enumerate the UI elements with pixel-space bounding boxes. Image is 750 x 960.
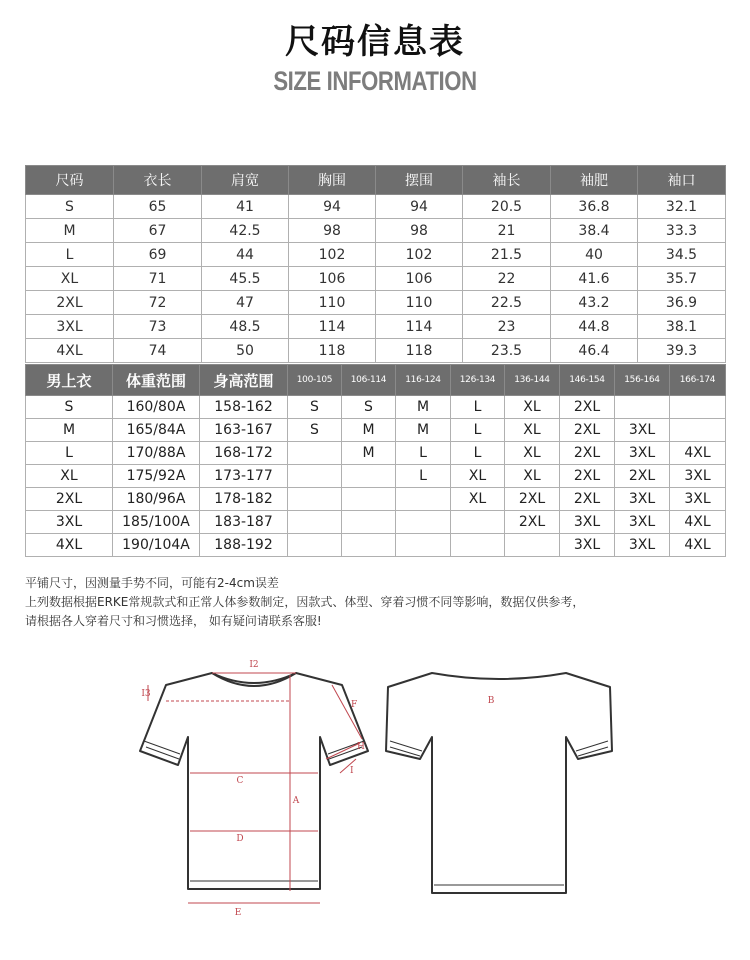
table-row — [26, 534, 726, 557]
table-cell: M — [396, 419, 451, 442]
table-row — [26, 442, 726, 465]
table-cell: 3XL — [615, 534, 670, 557]
table-row — [26, 267, 726, 291]
table-cell: S — [288, 419, 342, 442]
table-cell: 4XL — [670, 442, 726, 465]
table-cell — [342, 465, 396, 488]
table-cell: 3XL — [615, 488, 670, 511]
table-cell: 178-182 — [200, 488, 288, 511]
table-cell: XL — [505, 396, 560, 419]
col-header: 116-124 — [396, 365, 451, 396]
table-row — [26, 488, 726, 511]
table-cell: S — [26, 396, 113, 419]
label-chest: C — [236, 776, 244, 786]
table-cell: 50 — [202, 339, 289, 363]
table-cell: M — [342, 442, 396, 465]
table-row — [26, 243, 726, 267]
table-cell: L — [396, 442, 451, 465]
table-row — [26, 465, 726, 488]
label-sleeve-length: H — [357, 742, 365, 752]
table-cell: 3XL — [615, 511, 670, 534]
table-cell: 43.2 — [551, 291, 638, 315]
note-line: 上列数据根据ERKE常规款式和正常人体参数制定，因款式、体型、穿着习惯不同等影响，数据仅供参考， — [25, 595, 585, 609]
fit-table — [25, 364, 726, 557]
col-header: 126-134 — [451, 365, 505, 396]
table-cell — [288, 442, 342, 465]
col-header: 肩宽 — [202, 166, 289, 195]
table-cell: 3XL — [26, 315, 114, 339]
table-cell: 2XL — [505, 511, 560, 534]
table-cell: 34.5 — [638, 243, 726, 267]
table-cell: 65 — [114, 195, 202, 219]
col-header: 袖口 — [638, 166, 726, 195]
table-cell: 3XL — [670, 488, 726, 511]
table-cell: 39.3 — [638, 339, 726, 363]
table-cell: 22.5 — [463, 291, 551, 315]
table-cell: 3XL — [670, 465, 726, 488]
table-cell: 163-167 — [200, 419, 288, 442]
table-cell: 47 — [202, 291, 289, 315]
table-cell: 3XL — [560, 511, 615, 534]
table-cell: 38.1 — [638, 315, 726, 339]
table-cell — [505, 534, 560, 557]
table-cell: 183-187 — [200, 511, 288, 534]
table-cell: 118 — [376, 339, 463, 363]
table-cell — [342, 534, 396, 557]
col-header: 尺码 — [26, 166, 114, 195]
table-cell: 3XL — [615, 419, 670, 442]
table-cell: 35.7 — [638, 267, 726, 291]
table-cell: L — [26, 442, 113, 465]
table-cell: 2XL — [26, 488, 113, 511]
table-cell: L — [396, 465, 451, 488]
table-row — [26, 315, 726, 339]
table-cell: 3XL — [615, 442, 670, 465]
table-cell: 160/80A — [113, 396, 200, 419]
table-cell: 106 — [376, 267, 463, 291]
table-cell — [288, 465, 342, 488]
col-header: 身高范围 — [200, 365, 288, 396]
table-cell: 102 — [376, 243, 463, 267]
table-cell: 2XL — [560, 396, 615, 419]
col-header: 106-114 — [342, 365, 396, 396]
table-cell: M — [26, 219, 114, 243]
table-row — [26, 396, 726, 419]
table-cell: XL — [26, 267, 114, 291]
table-cell: 94 — [376, 195, 463, 219]
table-cell: 72 — [114, 291, 202, 315]
table-cell: 2XL — [505, 488, 560, 511]
table-cell: 180/96A — [113, 488, 200, 511]
table-row — [26, 511, 726, 534]
table-row — [26, 291, 726, 315]
table-cell: 73 — [114, 315, 202, 339]
table-cell: 2XL — [560, 488, 615, 511]
table-cell: 106 — [289, 267, 376, 291]
table-cell: 44.8 — [551, 315, 638, 339]
table-cell: 23.5 — [463, 339, 551, 363]
table-cell: 3XL — [560, 534, 615, 557]
table-cell — [670, 419, 726, 442]
front-tshirt-illustration — [140, 673, 368, 889]
label-length: A — [292, 796, 300, 806]
table-cell: 71 — [114, 267, 202, 291]
table-cell — [288, 511, 342, 534]
table-cell: 36.9 — [638, 291, 726, 315]
table-row — [26, 219, 726, 243]
col-header: 衣长 — [114, 166, 202, 195]
table-cell: 110 — [289, 291, 376, 315]
label-neck-drop: I3 — [141, 689, 151, 699]
measurement-header-row — [26, 166, 726, 195]
table-cell: 69 — [114, 243, 202, 267]
table-cell: 4XL — [26, 339, 114, 363]
table-cell: M — [26, 419, 113, 442]
table-cell: L — [451, 419, 505, 442]
table-cell: 67 — [114, 219, 202, 243]
col-header: 146-154 — [560, 365, 615, 396]
table-cell — [396, 511, 451, 534]
table-row — [26, 195, 726, 219]
table-cell: 185/100A — [113, 511, 200, 534]
table-cell: 98 — [289, 219, 376, 243]
table-cell: 45.5 — [202, 267, 289, 291]
table-cell: 114 — [289, 315, 376, 339]
table-cell: 2XL — [615, 465, 670, 488]
label-shoulder: B — [487, 696, 495, 706]
table-cell: 21.5 — [463, 243, 551, 267]
table-cell: 4XL — [670, 511, 726, 534]
table-cell: 98 — [376, 219, 463, 243]
size-notes — [25, 574, 725, 631]
table-cell: 42.5 — [202, 219, 289, 243]
table-cell — [451, 511, 505, 534]
table-cell: 2XL — [26, 291, 114, 315]
table-cell: 173-177 — [200, 465, 288, 488]
table-cell: 2XL — [560, 419, 615, 442]
table-cell: 3XL — [26, 511, 113, 534]
table-cell: XL — [505, 419, 560, 442]
col-header: 袖肥 — [551, 166, 638, 195]
table-cell: M — [396, 396, 451, 419]
col-header: 摆围 — [376, 166, 463, 195]
tshirt-measurement-diagram — [0, 655, 750, 955]
table-cell: 48.5 — [202, 315, 289, 339]
measurement-table — [25, 165, 726, 363]
fit-header-row — [26, 365, 726, 396]
table-cell: 102 — [289, 243, 376, 267]
table-cell: 190/104A — [113, 534, 200, 557]
table-cell: 158-162 — [200, 396, 288, 419]
table-cell: 188-192 — [200, 534, 288, 557]
table-cell: 4XL — [26, 534, 113, 557]
label-shoulder-seam: F — [351, 700, 358, 710]
table-cell: L — [451, 442, 505, 465]
table-cell: 94 — [289, 195, 376, 219]
col-header: 166-174 — [670, 365, 726, 396]
table-cell: 41.6 — [551, 267, 638, 291]
table-cell: XL — [451, 465, 505, 488]
col-header: 袖长 — [463, 166, 551, 195]
table-cell — [451, 534, 505, 557]
table-cell: XL — [451, 488, 505, 511]
table-cell: 170/88A — [113, 442, 200, 465]
table-cell: 74 — [114, 339, 202, 363]
table-cell — [288, 534, 342, 557]
table-cell — [342, 488, 396, 511]
label-neck-width: I2 — [249, 660, 259, 670]
table-cell: 33.3 — [638, 219, 726, 243]
col-header: 男上衣 — [26, 365, 113, 396]
table-cell: 168-172 — [200, 442, 288, 465]
table-cell: 165/84A — [113, 419, 200, 442]
table-cell — [396, 488, 451, 511]
table-cell: 118 — [289, 339, 376, 363]
back-tshirt-illustration — [386, 673, 612, 893]
table-cell: 4XL — [670, 534, 726, 557]
table-cell — [670, 396, 726, 419]
table-cell: 23 — [463, 315, 551, 339]
table-cell: 21 — [463, 219, 551, 243]
col-header: 136-144 — [505, 365, 560, 396]
table-cell: 175/92A — [113, 465, 200, 488]
col-header: 胸围 — [289, 166, 376, 195]
table-cell: 38.4 — [551, 219, 638, 243]
table-cell: S — [342, 396, 396, 419]
note-line: 平铺尺寸，因测量手势不同，可能有2-4cm误差 — [25, 576, 279, 590]
table-cell: S — [26, 195, 114, 219]
table-cell: 46.4 — [551, 339, 638, 363]
table-cell: 41 — [202, 195, 289, 219]
page-subtitle: SIZE INFORMATION — [273, 66, 477, 96]
table-cell — [288, 488, 342, 511]
table-cell: S — [288, 396, 342, 419]
table-row — [26, 339, 726, 363]
table-cell — [396, 534, 451, 557]
table-cell: 2XL — [560, 465, 615, 488]
label-hem: E — [234, 908, 242, 918]
label-waist: D — [236, 834, 244, 844]
table-cell: 36.8 — [551, 195, 638, 219]
table-cell: 40 — [551, 243, 638, 267]
col-header: 100-105 — [288, 365, 342, 396]
table-cell: L — [26, 243, 114, 267]
table-cell: 44 — [202, 243, 289, 267]
table-cell: 2XL — [560, 442, 615, 465]
page-title: 尺码信息表 — [285, 22, 465, 62]
table-cell: 110 — [376, 291, 463, 315]
note-line: 请根据各人穿着尺寸和习惯选择， 如有疑问请联系客服! — [25, 614, 322, 628]
table-cell: L — [451, 396, 505, 419]
table-cell: M — [342, 419, 396, 442]
label-sleeve-opening: I — [350, 766, 354, 776]
table-cell — [342, 511, 396, 534]
table-cell: 20.5 — [463, 195, 551, 219]
table-cell: 22 — [463, 267, 551, 291]
table-cell — [615, 396, 670, 419]
table-cell: XL — [505, 442, 560, 465]
table-cell: 32.1 — [638, 195, 726, 219]
col-header: 体重范围 — [113, 365, 200, 396]
table-row — [26, 419, 726, 442]
col-header: 156-164 — [615, 365, 670, 396]
table-cell: 114 — [376, 315, 463, 339]
table-cell: XL — [505, 465, 560, 488]
table-cell: XL — [26, 465, 113, 488]
